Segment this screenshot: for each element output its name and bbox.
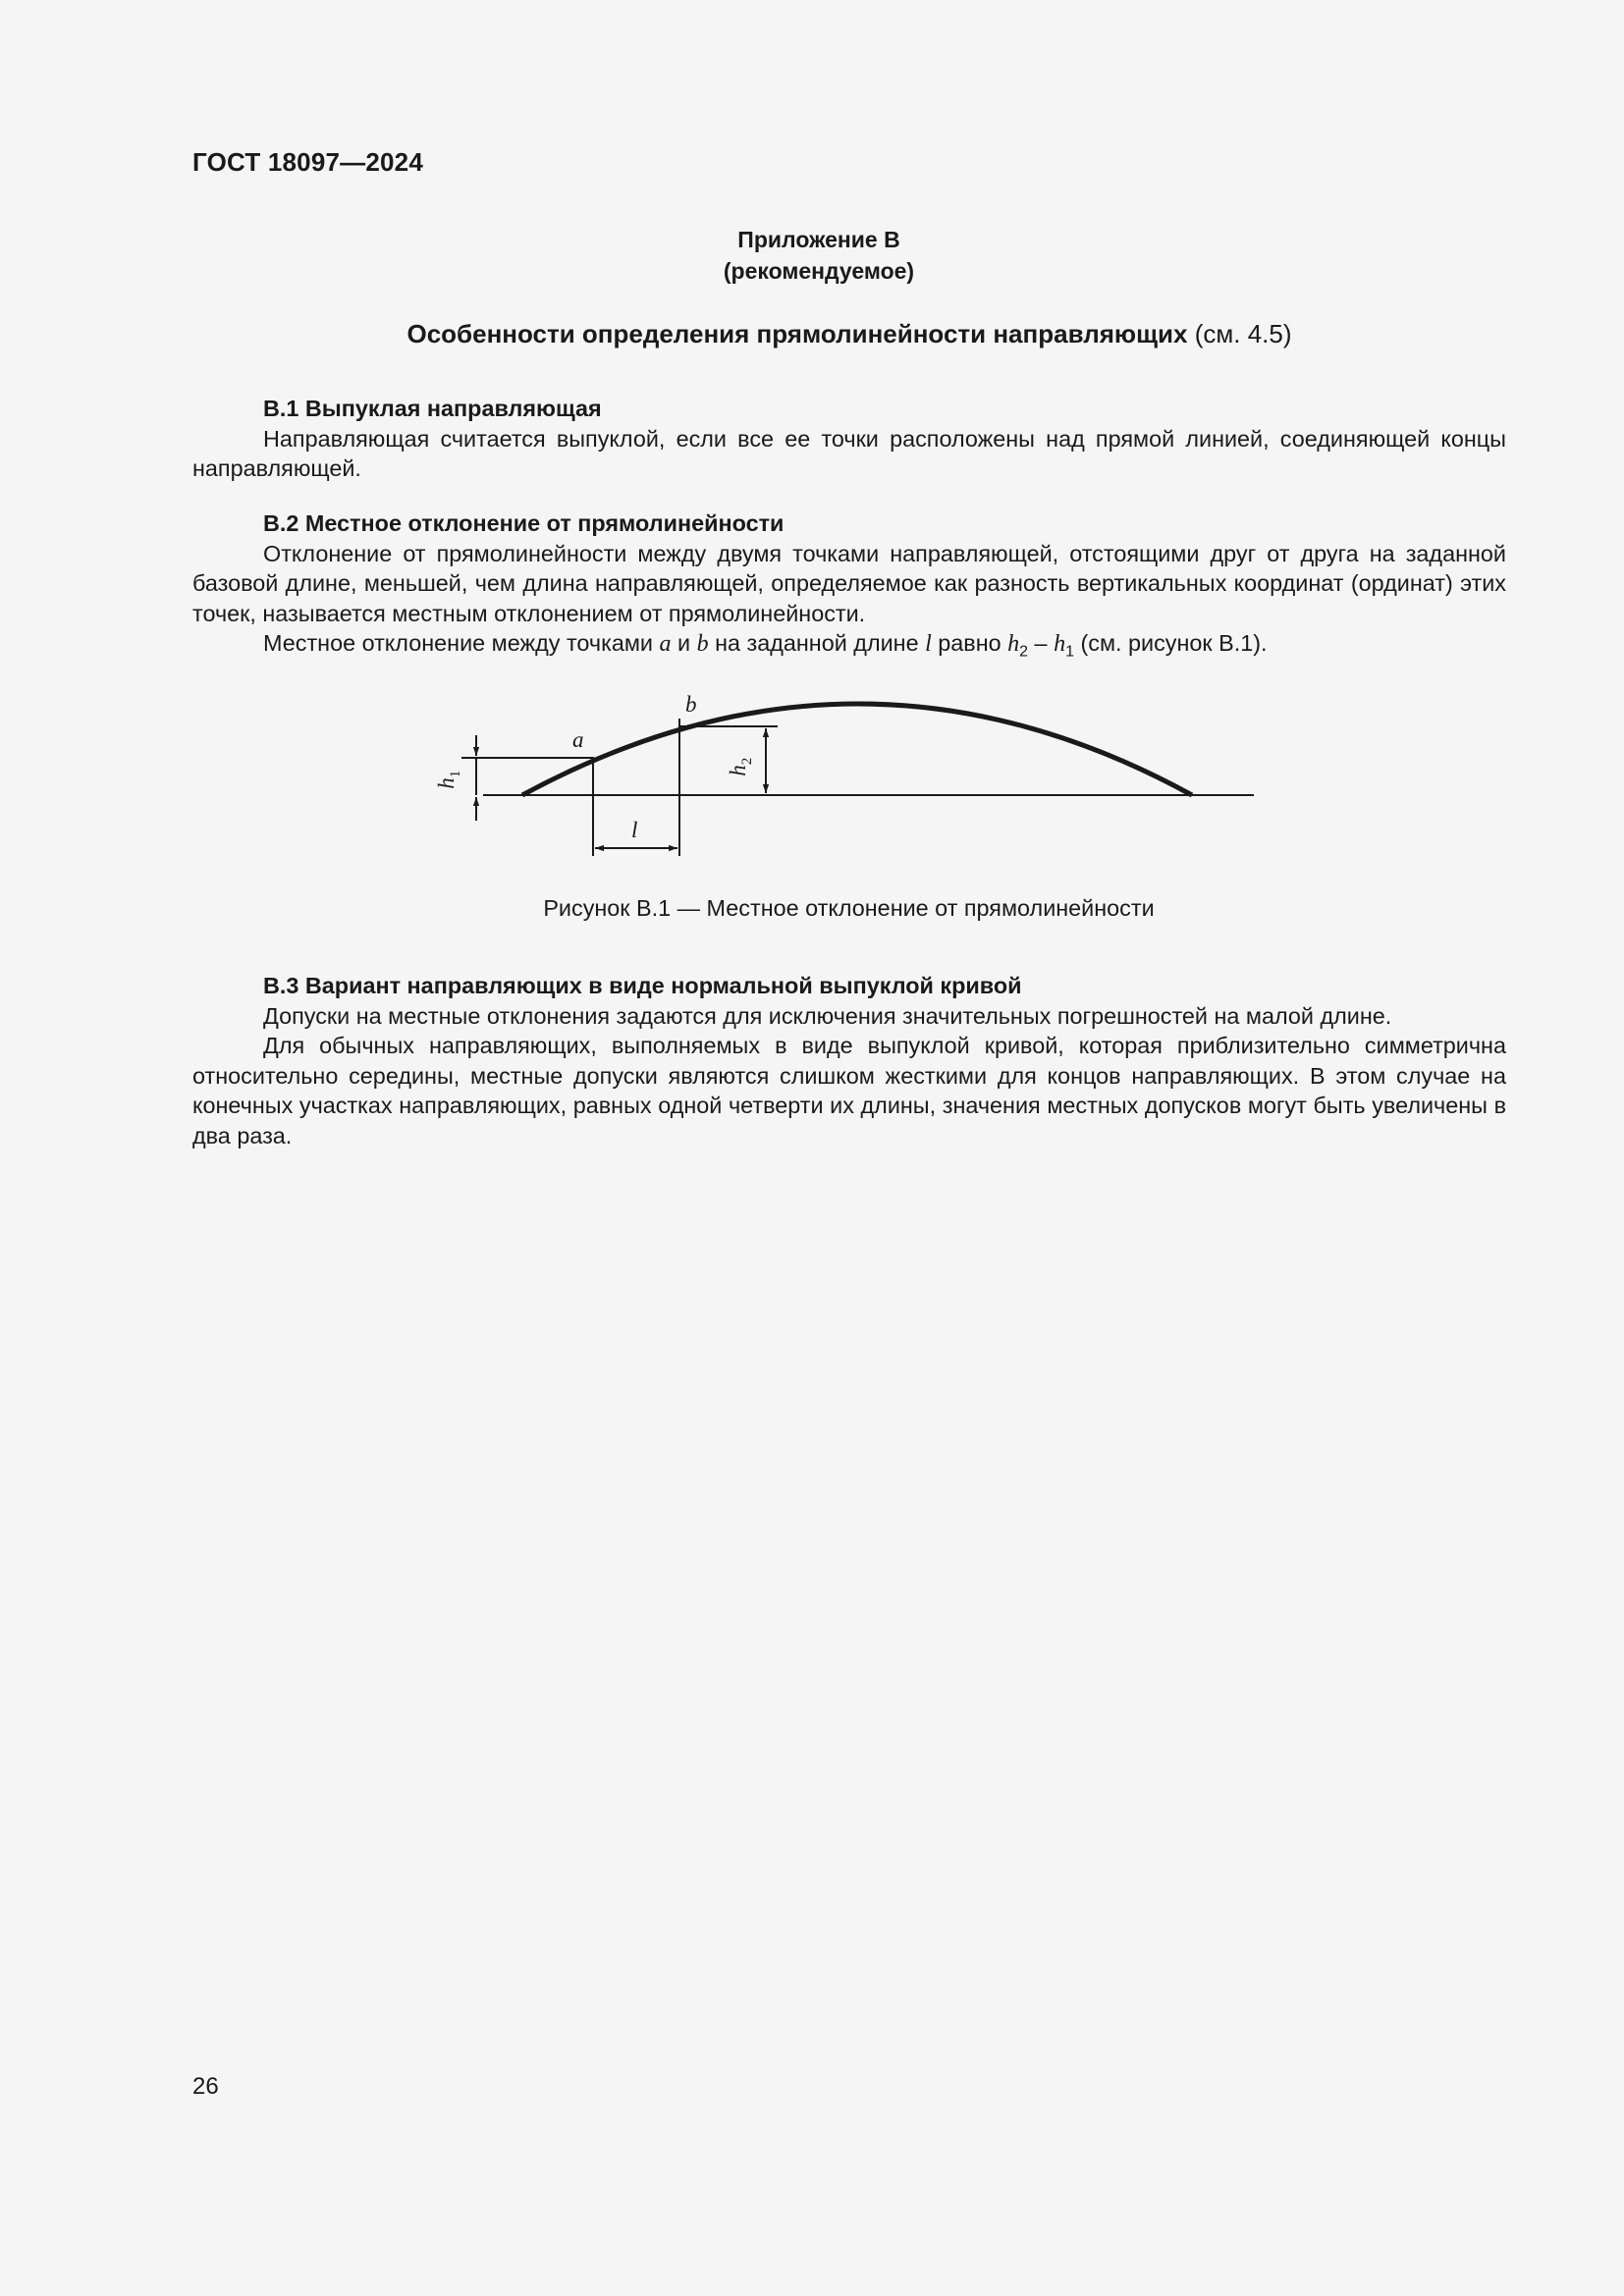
document-code: ГОСТ 18097—2024 (192, 147, 423, 177)
section-b3-paragraph-2: Для обычных направляющих, выполняемых в виде выпуклой кривой, которая приблизительно симметрична относительно середины, местные допуски являются слишком жесткими для концов направляющих. В этом случае на конечных участках направляющих, равных одной четверти их длины, значения местных допусков могут быть увеличены в два раза. (192, 1033, 1506, 1148)
para2-and: и (677, 630, 691, 656)
var-l: l (925, 631, 932, 657)
var-h1: h (1054, 631, 1066, 657)
figure-label-h1 (435, 771, 467, 789)
section-b1-heading: В.1 Выпуклая направляющая (263, 396, 602, 421)
section-b2-paragraph-2 (192, 628, 1506, 667)
var-h2-subscript: 2 (1019, 643, 1029, 661)
para2-text-start: Местное отклонение между точками (263, 630, 653, 656)
section-b2 (192, 508, 1506, 667)
var-a: a (659, 631, 672, 657)
para2-equals: равно (938, 630, 1001, 656)
figure-caption (0, 895, 1624, 922)
convex-curve (522, 704, 1192, 795)
section-b3-heading: В.3 Вариант направляющих в виде нормальной выпуклой кривой (263, 973, 1022, 998)
section-b1-paragraph: Направляющая считается выпуклой, если все ее точки расположены над прямой линией, соединяющей концы направляющей. (192, 425, 1506, 481)
section-b2-paragraph-1: Отклонение от прямолинейности между двумя точками направляющей, отстоящими друг от друга на заданной базовой длине, меньшей, чем длина направляющей, определяемое как разность вертикальных координат (ординат) этих точек, называется местным отклонением от прямолинейности. (192, 540, 1506, 626)
figure-b1-drawing (432, 687, 1267, 864)
section-b2-heading: В.2 Местное отклонение от прямолинейности (263, 510, 785, 536)
annex-title-text: Особенности определения прямолинейности направляющих (406, 319, 1188, 348)
var-b: b (696, 631, 709, 657)
para2-figure-ref: (см. рисунок В.1). (1080, 630, 1268, 656)
figure-label-l: l (631, 818, 638, 842)
var-h1-subscript: 1 (1065, 643, 1074, 661)
figure-caption-text: Рисунок В.1 — Местное отклонение от прямолинейности (543, 895, 1155, 921)
annex-title-ref: (см. 4.5) (1194, 319, 1292, 348)
figure-label-a: a (572, 727, 584, 752)
annex-status: (рекомендуемое) (723, 258, 915, 284)
annex-header (0, 224, 1624, 287)
figure-label-h2 (727, 758, 759, 776)
para2-on-length: на заданной длине (715, 630, 919, 656)
annex-title (192, 317, 1506, 350)
para2-minus: – (1034, 630, 1048, 656)
section-b3-paragraph-1: Допуски на местные отклонения задаются для исключения значительных погрешностей на малой длине. (263, 1002, 1392, 1029)
annex-label: Приложение В (737, 227, 900, 252)
figure-label-b: b (685, 692, 697, 717)
figure-b1 (432, 687, 1267, 864)
figure-label-h1-text: h (434, 777, 460, 789)
figure-label-h2-text: h (726, 765, 751, 776)
page-number: 26 (192, 2073, 219, 2100)
section-b3 (192, 971, 1506, 1150)
var-h2: h (1007, 631, 1020, 657)
figure-label-h1-subscript: 1 (447, 770, 463, 778)
section-b1 (192, 394, 1506, 484)
figure-label-h2-subscript: 2 (738, 757, 755, 766)
